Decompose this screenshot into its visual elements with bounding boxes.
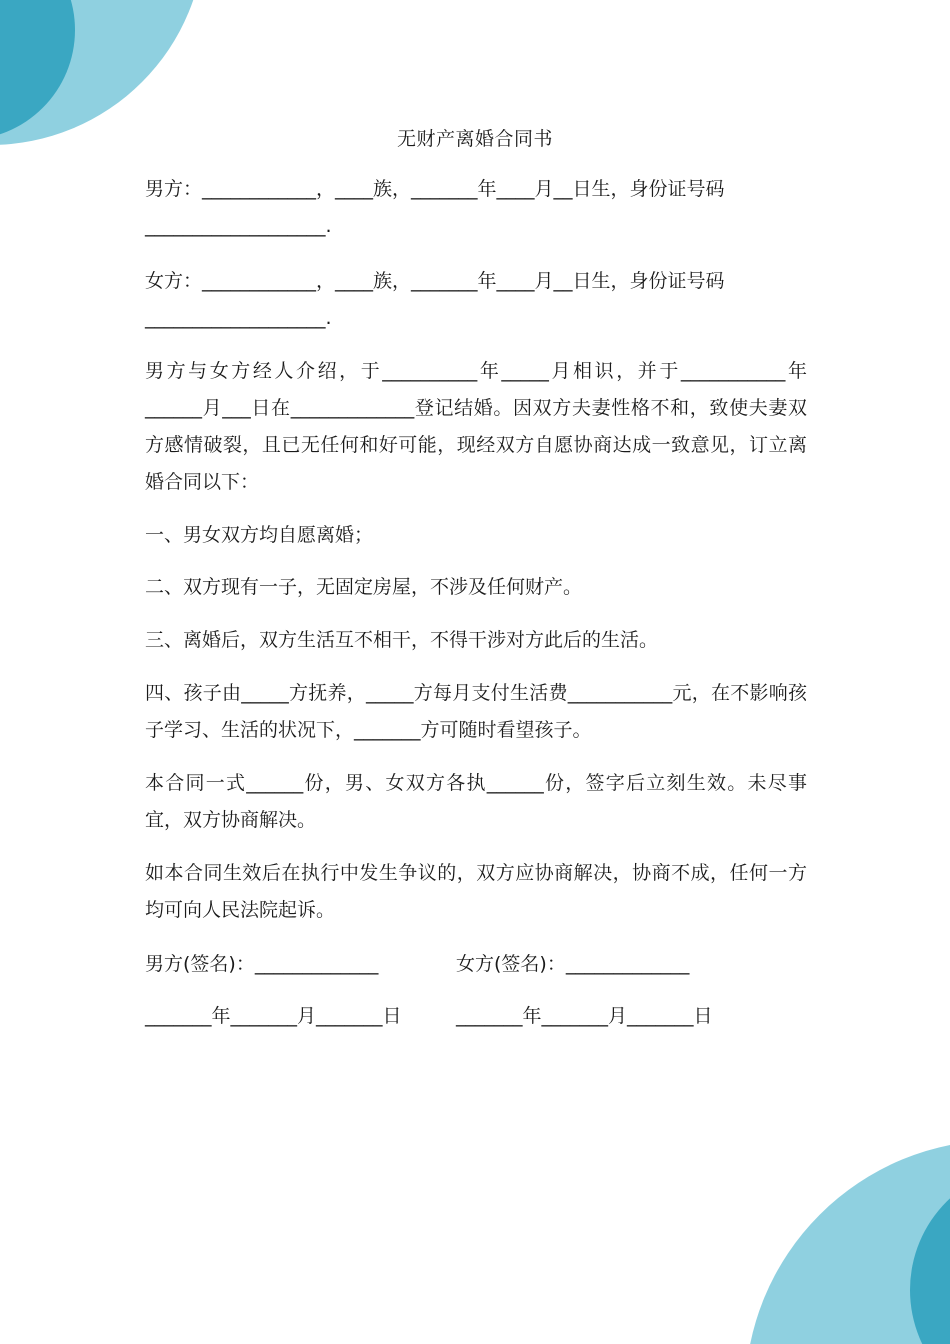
clause-3: 三、离婚后，双方生活互不相干，不得干涉对方此后的生活。: [145, 629, 659, 651]
page-title: 无财产离婚合同书: [396, 128, 553, 150]
dispute-paragraph: 如本合同生效后在执行中发生争议的，双方应协商解决，协商不成，任何一方均可向人民法院起诉。: [145, 862, 807, 921]
clause-2: 二、双方现有一子，无固定房屋，不涉及任何财产。: [145, 576, 583, 598]
decor-circle-bottom-large: [745, 1140, 950, 1344]
decor-circle-bottom-small: [910, 1165, 950, 1344]
male-date-line: _______年_______月_______日: [145, 1005, 402, 1027]
female-info-paragraph: 女方：____________，____族，_______年____月__日生，身份证号码___________________.: [145, 270, 725, 329]
copies-paragraph: 本合同一式______份，男、女双方各执______份，签字后立刻生效。未尽事宜，双方协商解决。: [145, 772, 807, 831]
marriage-background-paragraph: 男方与女方经人介绍，于__________年_____月相识，并于___________年______月___日在_____________登记结婚。因双方夫妻性格不和，致使夫妻双方感情破裂，且已无任何和好可能，现经双方自愿协商达成一致意见，订立离婚合同以下：: [145, 360, 807, 493]
clause-4: 四、孩子由_____方抚养，_____方每月支付生活费___________元，在不影响孩子学习、生活的状况下，_______方可随时看望孩子。: [145, 682, 807, 741]
male-info-paragraph: 男方：____________，____族，_______年____月__日生，身份证号码___________________.: [145, 178, 725, 237]
female-date-line: _______年_______月_______日: [456, 1005, 713, 1027]
male-signature-line: 男方(签名)：_____________: [145, 953, 379, 975]
clause-1: 一、男女双方均自愿离婚；: [145, 524, 374, 546]
female-signature-line: 女方(签名)：_____________: [456, 953, 690, 975]
decor-circle-top-small: [0, 0, 75, 140]
decor-circle-top-large: [0, 0, 205, 145]
